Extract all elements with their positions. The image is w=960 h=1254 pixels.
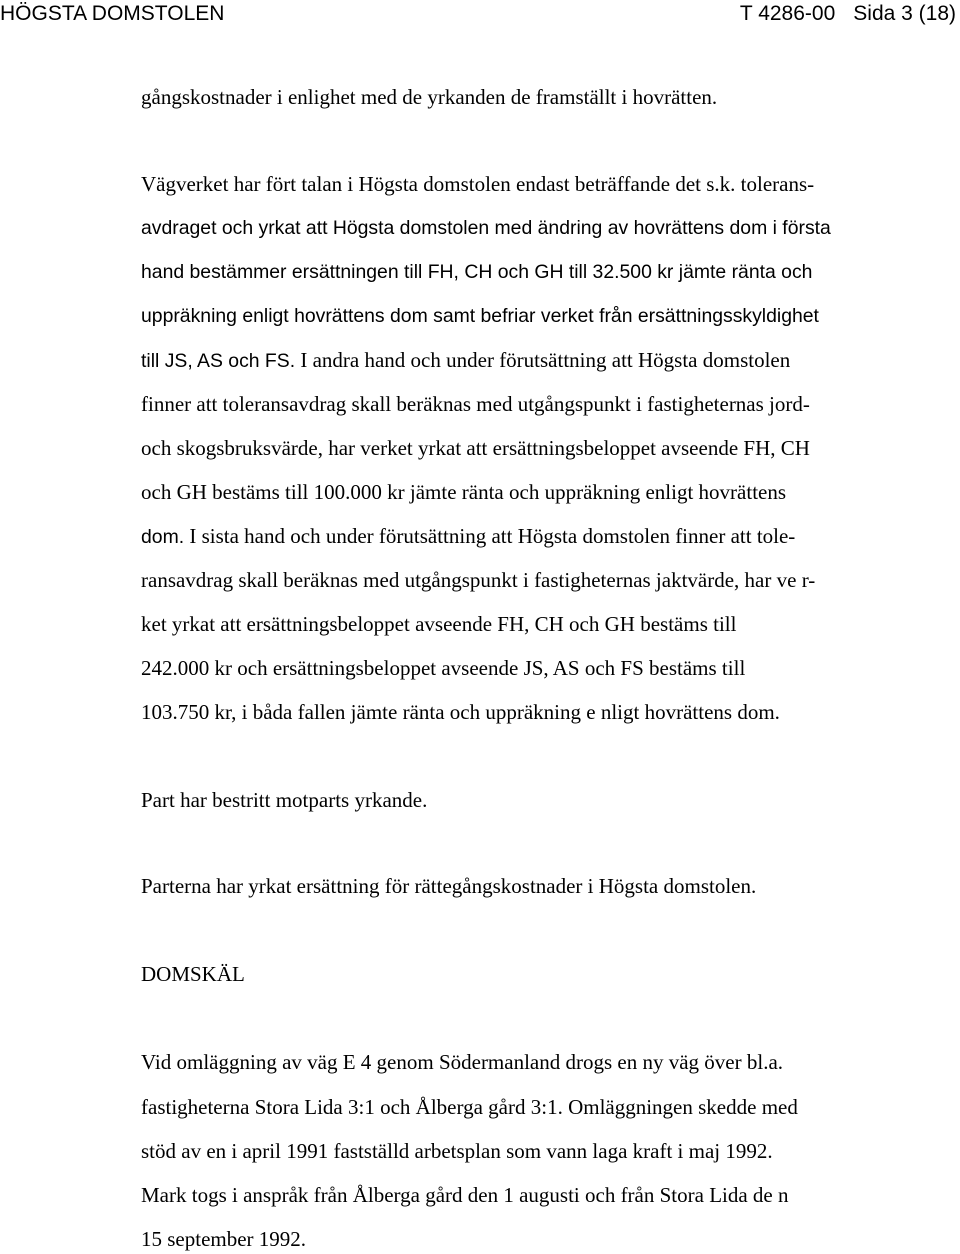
paragraph-line: fastigheterna Stora Lida 3:1 och Ålberga gård 3:1. Omläggningen skedde med bbox=[141, 1095, 798, 1119]
paragraph-line: Part har bestritt motparts yrkande. bbox=[141, 788, 428, 812]
paragraph-line: avdraget och yrkat att Högsta domstolen med ändring av hovrättens dom i första bbox=[141, 217, 831, 239]
text-run: I sista hand och under förutsättning att Högsta domstolen finner att tole- bbox=[189, 524, 796, 548]
paragraph-line: Vid omläggning av väg E 4 genom Södermanland drogs en ny väg över bl.a. bbox=[141, 1050, 784, 1074]
header-right bbox=[740, 1, 956, 27]
paragraph-line: stöd av en i april 1991 fastställd arbetsplan som vann laga kraft i maj 1992. bbox=[141, 1139, 773, 1163]
text-run: dom. bbox=[141, 526, 185, 548]
paragraph-line: ransavdrag skall beräknas med utgångspunkt i fastigheternas jaktvärde, har ve r- bbox=[141, 568, 816, 592]
court-name: HÖGSTA DOMSTOLEN bbox=[0, 2, 225, 25]
text-run: till JS, AS och FS. bbox=[141, 350, 296, 372]
paragraph-line: finner att toleransavdrag skall beräknas med utgångspunkt i fastigheternas jord- bbox=[141, 392, 810, 416]
paragraph-line: 15 september 1992. bbox=[141, 1227, 307, 1251]
paragraph-line: Parterna har yrkat ersättning för rättegångskostnader i Högsta domstolen. bbox=[141, 874, 757, 898]
paragraph-line: 103.750 kr, i båda fallen jämte ränta och uppräkning e nligt hovrättens dom. bbox=[141, 700, 780, 724]
paragraph-line: uppräkning enligt hovrättens dom samt befriar verket från ersättningsskyldighet bbox=[141, 305, 819, 327]
paragraph-line: och skogsbruksvärde, har verket yrkat att ersättningsbeloppet avseende FH, CH bbox=[141, 436, 810, 460]
paragraph-line: gångskostnader i enlighet med de yrkanden de framställt i hovrätten. bbox=[141, 85, 718, 109]
case-number: T 4286-00 bbox=[739, 2, 836, 25]
paragraph-line: Mark togs i anspråk från Ålberga gård den 1 augusti och från Stora Lida de n bbox=[141, 1183, 789, 1207]
paragraph-line-mixed bbox=[141, 523, 795, 550]
paragraph-line: Vägverket har fört talan i Högsta domstolen endast beträffande det s.k. tolerans- bbox=[141, 172, 815, 196]
page-number: Sida 3 (18) bbox=[853, 2, 956, 25]
paragraph-line: 242.000 kr och ersättningsbeloppet avseende JS, AS och FS bestäms till bbox=[141, 656, 746, 680]
text-run: I andra hand och under förutsättning att Högsta domstolen bbox=[300, 348, 791, 372]
section-heading: DOMSKÄL bbox=[141, 962, 245, 986]
paragraph-line-mixed bbox=[141, 347, 790, 374]
paragraph-line: ket yrkat att ersättningsbeloppet avseende FH, CH och GH bestäms till bbox=[141, 612, 737, 636]
paragraph-line: och GH bestäms till 100.000 kr jämte ränta och uppräkning enligt hovrättens bbox=[141, 480, 787, 504]
paragraph-line: hand bestämmer ersättningen till FH, CH och GH till 32.500 kr jämte ränta och bbox=[141, 261, 813, 283]
